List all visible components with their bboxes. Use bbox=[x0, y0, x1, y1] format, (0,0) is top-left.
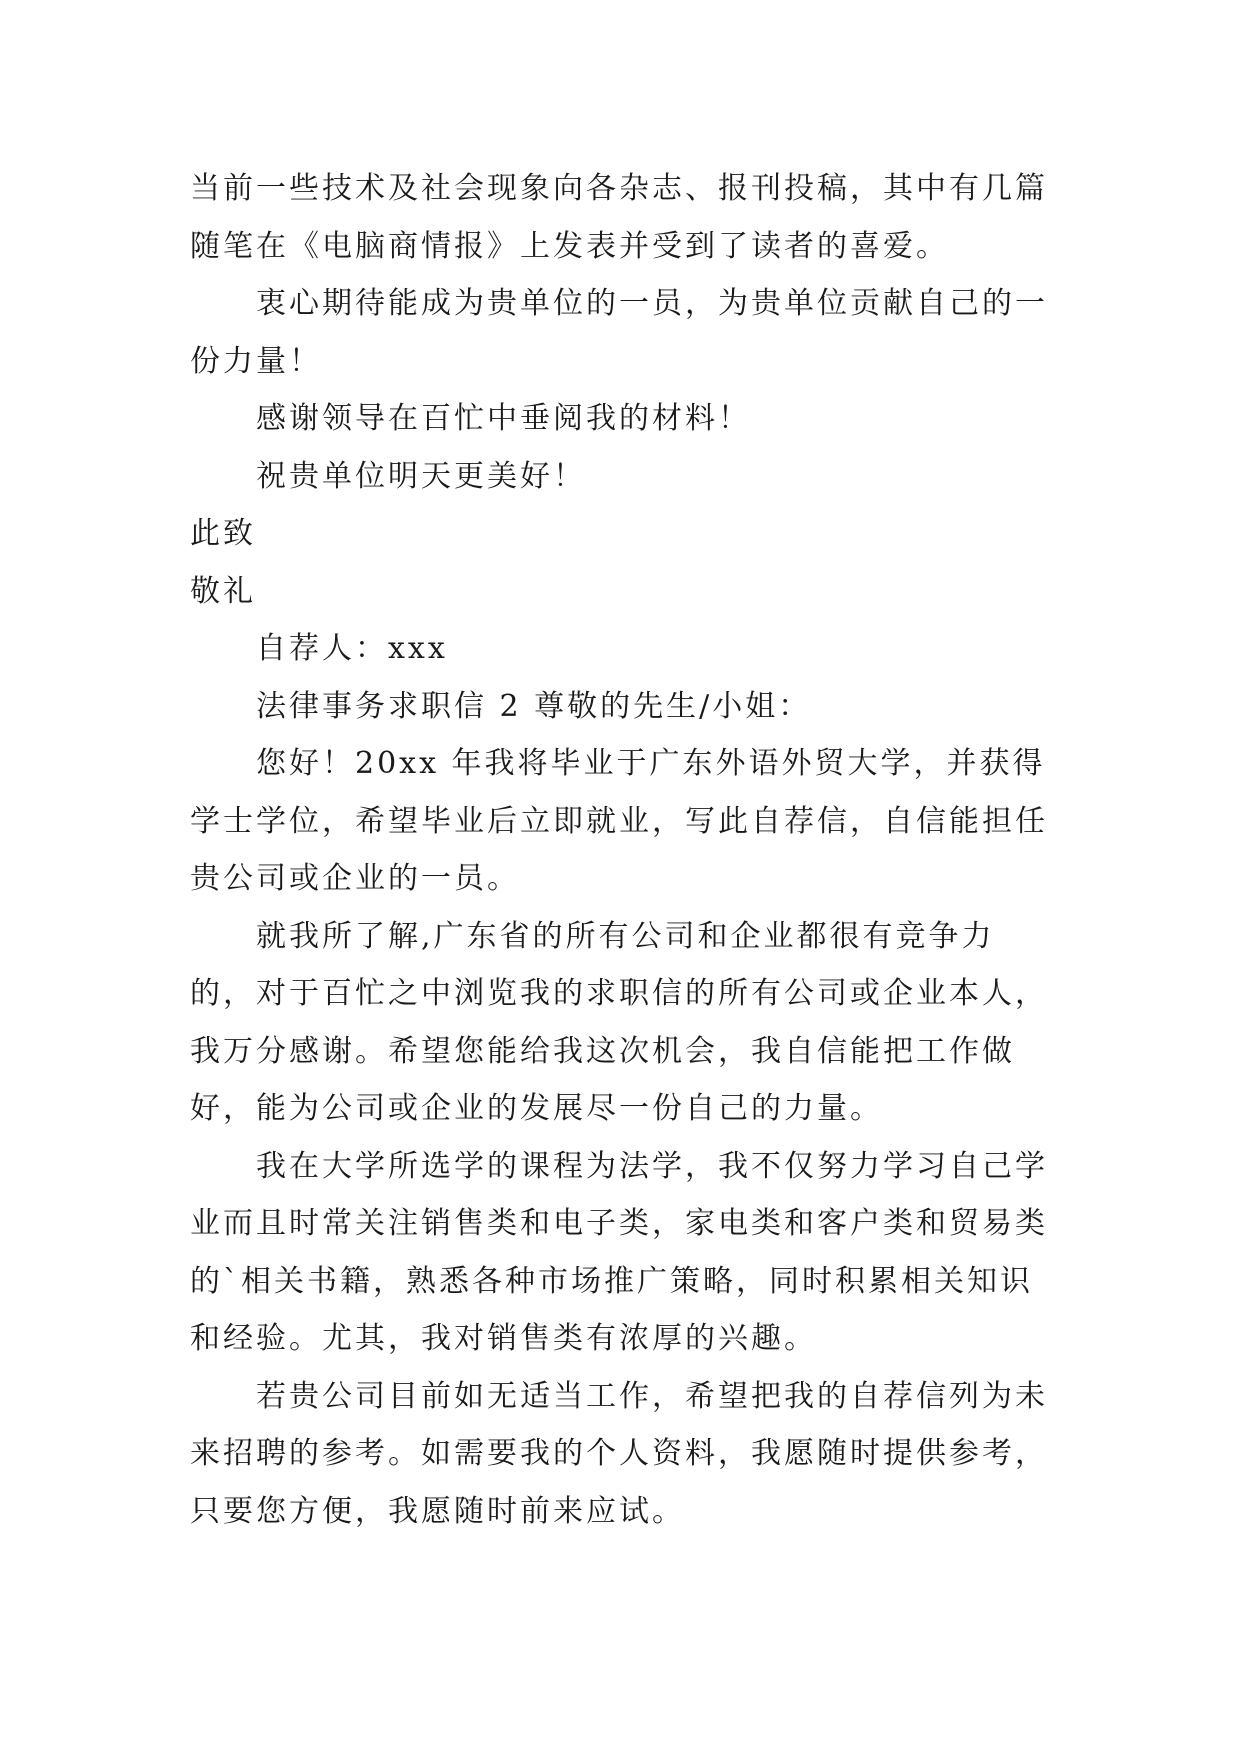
closing-cizhi: 此致 bbox=[190, 516, 256, 551]
paragraph-submission-note: 当前一些技术及社会现象向各杂志、报刊投稿，其中有几篇随笔在《电脑商情报》上发表并受到了读者的喜爱。 bbox=[190, 171, 1048, 264]
paragraph-wishes: 祝贵单位明天更美好！ bbox=[256, 458, 586, 494]
paragraph-greeting: 您好！20xx 年我将毕业于广东外语外贸大学，并获得学士学位，希望毕业后立即就业，写此自荐信，自信能担任贵公司或企业的一员。 bbox=[190, 746, 1048, 896]
letter-2-title-salutation: 法律事务求职信 2 尊敬的先生/小姐： bbox=[256, 688, 812, 724]
document-body bbox=[190, 160, 1050, 1540]
paragraph-future-reference: 若贵公司目前如无适当工作，希望把我的自荐信列为未来招聘的参考。如需要我的个人资料，我愿随时提供参考，只要您方便，我愿随时前来应试。 bbox=[190, 1378, 1048, 1529]
paragraph-hope: 衷心期待能成为贵单位的一员，为贵单位贡献自己的一份力量！ bbox=[190, 286, 1048, 379]
paragraph-thanks: 感谢领导在百忙中垂阅我的材料！ bbox=[256, 401, 751, 436]
paragraph-understanding: 就我所了解,广东省的所有公司和企业都很有竞争力的，对于百忙之中浏览我的求职信的所有公司或企业本人，我万分感谢。希望您能给我这次机会，我自信能把工作做好，能为公司或企业的发展尽一份自己的力量。 bbox=[190, 918, 1048, 1126]
closing-jingli: 敬礼 bbox=[190, 573, 256, 609]
paragraph-studies: 我在大学所选学的课程为法学，我不仅努力学习自己学业而且时常关注销售类和电子类，家电类和客户类和贸易类的`相关书籍，熟悉各种市场推广策略，同时积累相关知识和经验。尤其，我对销售类有浓厚的兴趣。 bbox=[190, 1148, 1048, 1356]
signature: 自荐人：xxx bbox=[256, 631, 448, 666]
